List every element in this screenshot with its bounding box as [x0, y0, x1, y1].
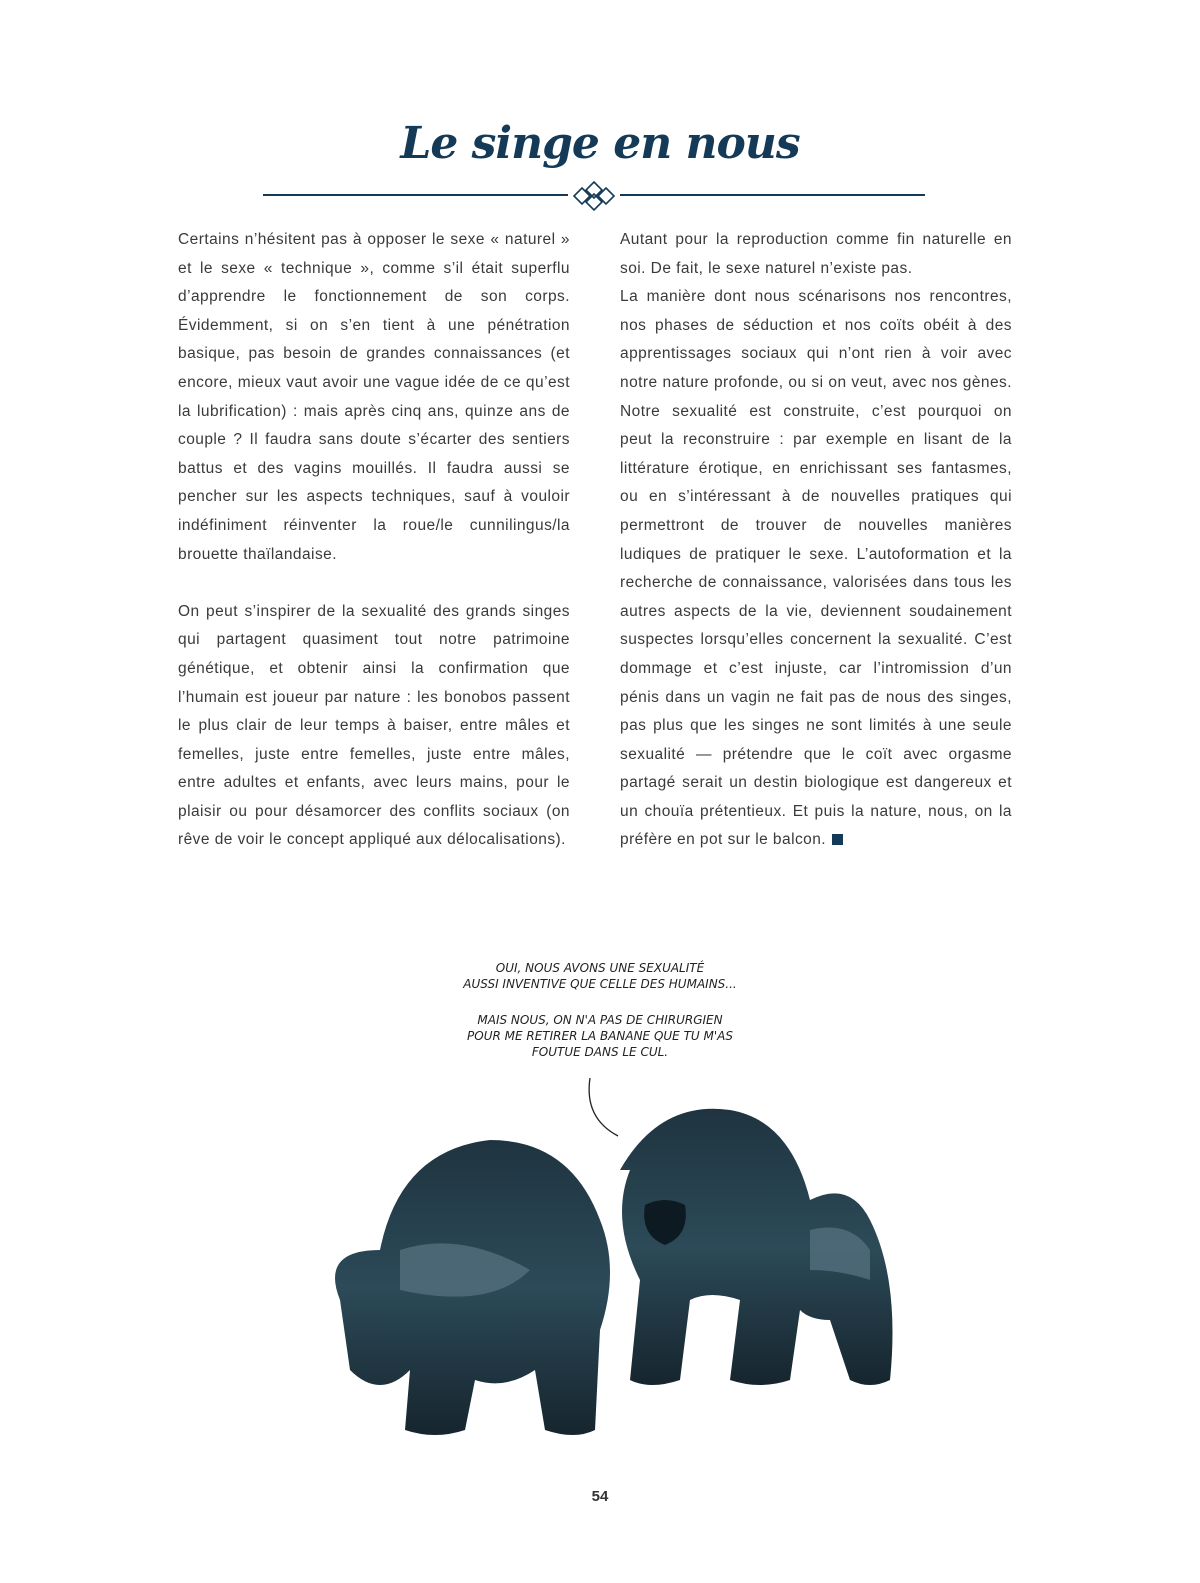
gorilla-left — [335, 1140, 610, 1435]
text-line-content: l’humain est joueur par nature : les bonobos passent — [178, 688, 570, 706]
text-line — [620, 569, 1012, 598]
right-column — [620, 226, 1012, 855]
text-line — [178, 626, 570, 655]
text-line — [178, 598, 570, 627]
text-line-content: rêve de voir le concept appliqué aux délocalisations). — [178, 831, 566, 849]
text-line-content: Notre sexualité est construite, c’est pourquoi on — [620, 402, 1012, 420]
speech-bubble-1 — [420, 960, 780, 992]
text-line-content: autres aspects de la vie, deviennent soudainement — [620, 602, 1012, 620]
text-line — [178, 426, 570, 455]
text-line — [620, 226, 1012, 255]
text-line-content: préfère en pot sur le balcon. — [620, 831, 827, 849]
text-line-content: suspectes lorsqu’elles concernent la sexualité. C’est — [620, 631, 1012, 649]
text-line — [178, 798, 570, 827]
text-line — [620, 512, 1012, 541]
text-line — [178, 684, 570, 713]
text-line-content: battus et des vagins mouillés. Il faudra aussi se — [178, 459, 570, 477]
text-line-content: basique, pas besoin de grandes connaissances (et — [178, 345, 570, 363]
text-line-content: recherche de connaissance, valorisées dans tous les — [620, 574, 1012, 592]
text-line — [178, 741, 570, 770]
text-line-content: Évidemment, si on s’en tient à une pénétration — [178, 316, 570, 334]
text-line — [620, 598, 1012, 627]
text-line-content: la lubrification) : mais après cinq ans, quinze ans de — [178, 402, 570, 420]
text-line — [620, 398, 1012, 427]
text-line-content: nos phases de séduction et nos coïts obéit à des — [620, 316, 1012, 334]
text-line — [178, 483, 570, 512]
text-line — [178, 398, 570, 427]
text-line — [620, 426, 1012, 455]
gorilla-right — [620, 1109, 893, 1385]
text-line-content: notre nature profonde, ou si on veut, avec nos gènes. — [620, 373, 1012, 391]
text-line-content: brouette thaïlandaise. — [178, 545, 337, 563]
text-line — [178, 455, 570, 484]
text-line-content: sexualité — prétendre que le coït avec orgasme — [620, 745, 1012, 763]
bubble-line: MAIS NOUS, ON N'A PAS DE CHIRURGIEN — [477, 1013, 723, 1027]
text-line-content: femelles, juste entre femelles, juste entre mâles, — [178, 745, 570, 763]
left-column — [178, 226, 570, 855]
text-line-content: encore, mieux vaut avoir une vague idée de ce qu’est — [178, 373, 570, 391]
text-line-content: partagé serait un destin biologique est dangereux et — [620, 774, 1012, 792]
text-line-content: qui partagent quasiment tout notre patrimoine — [178, 631, 570, 649]
text-line — [178, 369, 570, 398]
text-line-content: génétique, et obtenir ainsi la confirmation que — [178, 659, 570, 677]
speech-tail — [589, 1078, 618, 1136]
text-line-content: indéfiniment réinventer la roue/le cunnilingus/la — [178, 516, 570, 534]
bubble-line: OUI, NOUS AVONS UNE SEXUALITÉ — [495, 961, 705, 975]
text-line-content: et le sexe « technique », comme s’il était superflu — [178, 259, 570, 277]
text-line — [178, 769, 570, 798]
text-line — [620, 340, 1012, 369]
text-line-content: plaisir ou pour désamorcer des conflits sociaux (on — [178, 802, 570, 820]
text-line — [178, 226, 570, 255]
text-line-content: pencher sur les aspects techniques, sauf à vouloir — [178, 488, 570, 506]
text-line — [620, 712, 1012, 741]
text-line — [178, 655, 570, 684]
text-line — [178, 283, 570, 312]
text-line — [620, 283, 1012, 312]
text-line — [620, 312, 1012, 341]
page-title: Le singe en nous — [400, 118, 800, 169]
text-line-content: couple ? Il faudra sans doute s’écarter des sentiers — [178, 431, 570, 449]
paragraph-gap — [178, 569, 570, 598]
text-line-content: On peut s’inspirer de la sexualité des grands singes — [178, 602, 570, 620]
text-line-content: Autant pour la reproduction comme fin naturelle en — [620, 231, 1012, 248]
text-line-content: pénis dans un vagin ne fait pas de nous des singes, — [620, 688, 1012, 706]
gorillas-illustration — [310, 1070, 910, 1440]
text-line — [178, 541, 570, 570]
text-line-content: dommage et c’est injuste, car l’intromission d’un — [620, 659, 1012, 677]
text-line — [620, 769, 1012, 798]
text-line — [178, 826, 570, 855]
text-line — [178, 312, 570, 341]
text-line — [178, 255, 570, 284]
text-line-content: ou en s’intéressant à de nouvelles pratiques qui — [620, 488, 1012, 506]
text-line — [620, 684, 1012, 713]
bubble-line: AUSSI INVENTIVE QUE CELLE DES HUMAINS... — [463, 977, 737, 991]
text-line — [620, 369, 1012, 398]
speech-bubble-2 — [420, 1012, 780, 1060]
ornamental-divider — [263, 180, 925, 212]
text-line-content: peut la reconstruire : par exemple en lisant de la — [620, 431, 1012, 449]
text-line-content: un chouïa prétentieux. Et puis la nature, nous, on la — [620, 802, 1012, 820]
text-line-content: apprentissages sociaux qui n’ont rien à voir avec — [620, 345, 1012, 363]
text-line-content: soi. De fait, le sexe naturel n’existe pas. — [620, 259, 913, 277]
text-line-content: ludiques de pratiquer le sexe. L’autoformation et la — [620, 545, 1012, 563]
text-line-content: La manière dont nous scénarisons nos rencontres, — [620, 288, 1012, 306]
text-line — [620, 483, 1012, 512]
text-line-content: littérature érotique, en enrichissant ses fantasmes, — [620, 459, 1012, 477]
end-of-article-mark — [832, 834, 843, 845]
text-line — [620, 655, 1012, 684]
text-line — [620, 626, 1012, 655]
text-line — [620, 455, 1012, 484]
bubble-line: FOUTUE DANS LE CUL. — [531, 1045, 669, 1059]
text-line-content: Certains n’hésitent pas à opposer le sexe « naturel » — [178, 231, 570, 248]
text-line — [620, 255, 1012, 284]
text-line — [620, 826, 1012, 855]
text-line — [178, 340, 570, 369]
text-line — [620, 798, 1012, 827]
text-line — [178, 512, 570, 541]
text-line-content: d’apprendre le fonctionnement de son corps. — [178, 288, 570, 306]
text-line-content: permettront de trouver de nouvelles manières — [620, 516, 1012, 534]
page-number: 54 — [591, 1488, 609, 1505]
text-line — [620, 741, 1012, 770]
bubble-line: POUR ME RETIRER LA BANANE QUE TU M'AS — [467, 1029, 733, 1043]
text-line-content: pas plus que les singes ne sont limités à une seule — [620, 717, 1012, 735]
text-line-content: entre adultes et enfants, avec leurs mains, pour le — [178, 774, 570, 792]
text-line — [620, 541, 1012, 570]
text-line — [178, 712, 570, 741]
text-line-content: le plus clair de leur temps à baiser, entre mâles et — [178, 717, 570, 735]
